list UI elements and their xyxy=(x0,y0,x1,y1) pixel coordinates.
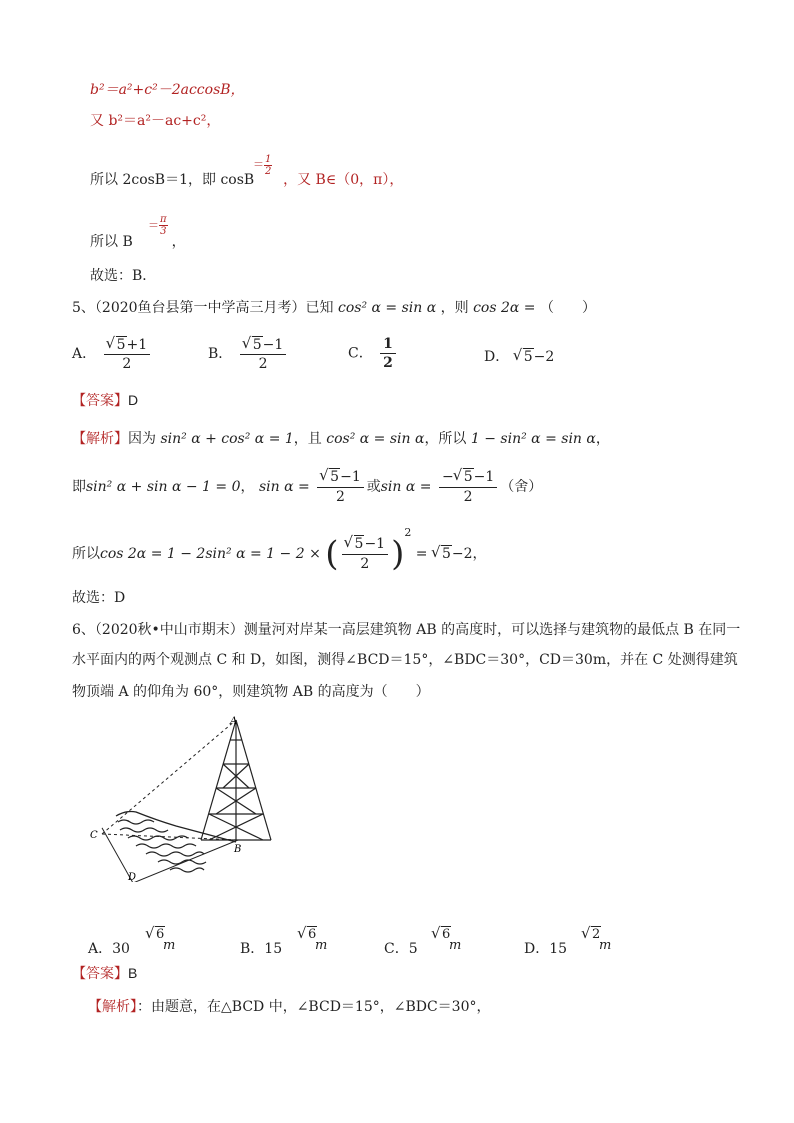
q6-option-b-rad-val: 6 xyxy=(308,927,317,942)
q5-stem-a: 5、（2020鱼台县第一中学高三月考）已知 xyxy=(72,300,334,316)
q5-stem xyxy=(72,300,596,317)
q6-option-c-label: C．5 xyxy=(384,941,418,957)
tower-lattice xyxy=(201,720,271,840)
prev-line-3 xyxy=(90,172,403,189)
q5-an3-f-den: 2 xyxy=(360,556,370,572)
prev-line-4 xyxy=(90,234,186,251)
q5-an3-m1: cos 2α = 1 − 2sin² α = 1 − 2 × xyxy=(100,546,321,562)
prev-line-3-a: 所以 2cosB＝1，即 cosB xyxy=(90,172,255,188)
q5-stem-math: cos² α = sin α xyxy=(338,300,437,316)
q5-option-b[interactable] xyxy=(208,336,289,372)
q5-answer: 【答案】D xyxy=(72,392,139,408)
fig-label-d: D xyxy=(128,872,137,882)
q6-option-a-unit: m xyxy=(163,938,176,953)
q6-option-d-unit: m xyxy=(599,938,612,953)
q6-option-c-unit: m xyxy=(449,938,462,953)
q5-option-d-label: D． xyxy=(484,349,510,365)
prev-line-4-a: 所以 B xyxy=(90,234,133,250)
q5-an3-eq: = xyxy=(415,546,428,562)
q5-option-a-label: A． xyxy=(72,346,97,362)
q5-an3-rest: −2 xyxy=(451,546,473,562)
q5-an1-c: ，所以 xyxy=(424,431,467,447)
q5-an2-f2-den: 2 xyxy=(463,488,473,505)
q5-option-c-frac xyxy=(380,336,396,371)
q5-an3-frac xyxy=(342,535,389,573)
prev-line-1: b²＝a²+c²－2accosB， xyxy=(90,82,245,98)
q5-an2-f1-rad: 5 xyxy=(330,469,340,485)
q6-option-b-label: B．15 xyxy=(240,941,283,957)
q5-analysis-line-2 xyxy=(72,468,542,506)
q5-an1-a: 因为 xyxy=(128,431,156,447)
q5-analysis-line-3: 所以cos 2α = 1 − 2sin² α = 1 − 2 × ( √ $\frac{5-1}{2}$ )$^2$ = √ 5−2， xyxy=(72,526,487,573)
q5-analysis-line-1: 【解析】因为 sin² α + cos² α = 1，且 cos² α = sin α，所以 1 − sin² α = sin α， xyxy=(72,430,610,447)
q5-option-a-den: 2 xyxy=(122,356,132,372)
q5-option-a[interactable] xyxy=(72,336,153,372)
q5-option-c-den: 2 xyxy=(383,355,393,371)
q6-option-c[interactable] xyxy=(384,938,418,958)
prev-frac-1-den: 2 xyxy=(265,166,272,177)
q5-stem-b: ，则 xyxy=(440,300,469,316)
q5-an2-f2-rad: 5 xyxy=(463,469,473,485)
fig-label-a: A xyxy=(230,716,238,727)
q5-an3-rad: 5 xyxy=(441,546,451,562)
q6-option-b[interactable] xyxy=(240,938,282,958)
river-hatching xyxy=(116,812,236,873)
q5-answer-tag: 答案 xyxy=(86,392,114,408)
q5-option-d-rad: 5 xyxy=(523,349,533,365)
q5-an2-m3: sin α = xyxy=(380,478,432,495)
q5-an1-d: ， xyxy=(595,431,610,447)
q5-an2-b: ， xyxy=(240,478,255,495)
q5-option-b-rad: 5 xyxy=(252,337,262,353)
prev-frac-eq-2: ＝ xyxy=(148,219,159,232)
q5-an3-d: ， xyxy=(472,546,487,562)
prev-line-3-b: ，又 B∈（0，π）， xyxy=(283,172,404,188)
q5-option-a-frac xyxy=(104,336,151,372)
q6-answer: 【答案】B xyxy=(72,965,138,981)
prev-frac-2 xyxy=(159,214,168,237)
tower-river-figure xyxy=(88,712,278,882)
q6-option-a-label: A．30 xyxy=(88,941,130,957)
prev-line-2: 又 b²＝a²－ac+c²， xyxy=(90,113,221,129)
q6-option-c-rad-val: 6 xyxy=(442,927,451,942)
q5-an2-m1: sin² α + sin α − 1 = 0 xyxy=(86,478,241,495)
q5-an2-f2-pre: − xyxy=(441,469,454,485)
q5-option-b-rest: −1 xyxy=(262,337,284,353)
q5-an1-b: ，且 xyxy=(293,431,322,447)
q6-option-d[interactable] xyxy=(524,938,567,958)
prev-answer: 故选：B． xyxy=(90,268,157,284)
q5-option-a-rest: +1 xyxy=(126,337,148,353)
fig-label-b: B xyxy=(234,844,242,855)
prev-frac-1-num: 1 xyxy=(265,154,272,165)
prev-frac-2-den: 3 xyxy=(160,226,167,237)
q6-option-d-label: D．15 xyxy=(524,941,568,957)
q5-an3-f-rest: −1 xyxy=(364,536,386,553)
q6-option-a-rad-val: 6 xyxy=(156,927,165,942)
q5-final: 故选：D xyxy=(72,590,126,606)
q5-stem-math2: cos 2α = xyxy=(473,300,536,316)
q5-an2-c: 或 xyxy=(366,478,381,495)
q5-option-b-label: B． xyxy=(208,346,233,362)
q5-answer-value: D xyxy=(128,392,139,408)
q5-an1-m2: cos² α = sin α xyxy=(326,431,425,447)
q5-stem-c: （ ） xyxy=(540,300,596,316)
prev-frac-1 xyxy=(264,154,272,177)
q6-option-a[interactable] xyxy=(88,938,130,958)
q5-analysis-tag: 解析 xyxy=(86,430,114,446)
q5-an2-f1-den: 2 xyxy=(335,488,345,505)
q6-option-d-rad-val: 2 xyxy=(592,927,601,942)
q5-an3-exp: 2 xyxy=(404,526,412,539)
q5-option-c-label: C． xyxy=(348,345,373,362)
prev-line-4-b: ， xyxy=(171,234,186,250)
q6-analysis-tag: 解析 xyxy=(102,998,130,1014)
q6-answer-tag: 答案 xyxy=(86,965,114,981)
q5-option-d[interactable] xyxy=(484,346,554,366)
prev-frac-eq-1: ＝ xyxy=(253,158,264,171)
q5-an2-frac-2 xyxy=(439,468,497,506)
prev-frac-2-num: π xyxy=(160,214,167,225)
q5-option-c[interactable] xyxy=(348,336,399,371)
q5-option-c-num: 1 xyxy=(380,336,396,354)
q5-an2-f1-rest: −1 xyxy=(340,469,361,485)
q5-option-b-frac xyxy=(240,336,287,372)
q5-an1-m3: 1 − sin² α = sin α xyxy=(470,431,596,447)
q5-an2-a: 即 xyxy=(72,478,86,495)
q5-option-b-den: 2 xyxy=(258,356,268,372)
q5-an3-a: 所以 xyxy=(72,546,100,562)
q5-an1-m1: sin² α + cos² α = 1 xyxy=(160,431,294,447)
q5-an3-f-rad: 5 xyxy=(354,536,364,553)
q6-stem-line-1: 6、（2020秋•中山市期末）测量河对岸某一高层建筑物 AB 的高度时，可以选择与建筑物的最低点 B 在同一 xyxy=(72,622,741,638)
q5-an2-d: （舍） xyxy=(500,478,543,495)
q6-analysis-text: ：由题意，在△BCD 中，∠BCD＝15°，∠BDC＝30°， xyxy=(137,999,491,1015)
q5-option-a-rad: 5 xyxy=(116,337,126,353)
fig-label-c: C xyxy=(90,830,98,841)
q6-option-b-unit: m xyxy=(315,938,328,953)
q5-option-d-rest: −2 xyxy=(533,349,555,365)
sight-lines xyxy=(102,720,238,840)
q6-answer-value: B xyxy=(128,965,138,981)
q6-analysis: 【解析】：由题意，在△BCD 中，∠BCD＝15°，∠BDC＝30°， xyxy=(88,998,491,1015)
q5-an2-m2: sin α = xyxy=(258,478,310,495)
q5-an2-f2-rest: −1 xyxy=(473,469,495,485)
q6-stem-line-3: 物顶端 A 的仰角为 60°，则建筑物 AB 的高度为（ ） xyxy=(72,684,430,700)
q6-stem-line-2: 水平面内的两个观测点 C 和 D，如图，测得∠BCD＝15°，∠BDC＝30°，CD＝30m，并在 C 处测得建筑 xyxy=(72,652,738,668)
q5-an2-frac-1 xyxy=(317,468,364,506)
